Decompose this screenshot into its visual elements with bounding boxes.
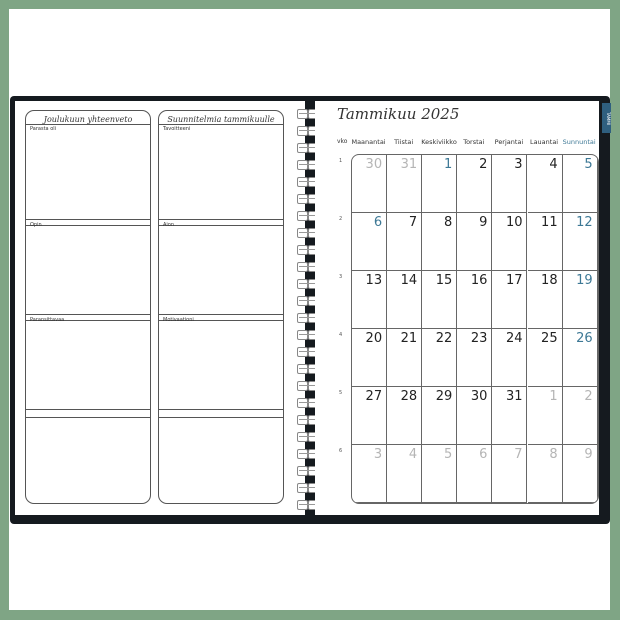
january-plans-title: Suunnitelmia tammikuulle bbox=[167, 115, 275, 124]
day-number: 2 bbox=[479, 157, 488, 172]
divider bbox=[26, 219, 150, 220]
calendar-day-cell[interactable] bbox=[492, 329, 527, 387]
day-number: 14 bbox=[400, 273, 418, 288]
calendar-day-cell[interactable] bbox=[387, 329, 422, 387]
calendar-day-cell[interactable] bbox=[457, 445, 492, 503]
day-number: 13 bbox=[365, 273, 383, 288]
calendar-day-cell[interactable] bbox=[387, 445, 422, 503]
day-number: 4 bbox=[549, 157, 558, 172]
day-number: 3 bbox=[514, 157, 523, 172]
weekday-header: Lauantai bbox=[529, 138, 559, 146]
calendar-day-cell[interactable] bbox=[352, 213, 387, 271]
calendar-day-cell[interactable] bbox=[352, 387, 387, 445]
day-number: 3 bbox=[373, 447, 383, 462]
calendar-day-cell[interactable] bbox=[492, 445, 527, 503]
month-title: Tammikuu 2025 bbox=[337, 105, 460, 123]
section-label-goals: Tavoitteeni bbox=[163, 126, 191, 132]
day-number: 27 bbox=[365, 389, 383, 404]
day-number: 20 bbox=[365, 331, 383, 346]
day-number: 29 bbox=[435, 389, 453, 404]
day-number: 12 bbox=[576, 215, 593, 230]
divider bbox=[159, 219, 283, 220]
calendar-grid bbox=[351, 154, 599, 504]
day-number: 21 bbox=[400, 331, 418, 346]
divider bbox=[159, 225, 283, 226]
december-summary-column bbox=[25, 110, 151, 504]
day-number: 11 bbox=[541, 215, 558, 230]
week-number: 6 bbox=[339, 448, 343, 454]
calendar-day-cell[interactable] bbox=[457, 387, 492, 445]
calendar-day-cell[interactable] bbox=[492, 387, 527, 445]
day-number: 26 bbox=[576, 331, 593, 346]
day-number: 8 bbox=[444, 215, 453, 230]
calendar-day-cell[interactable] bbox=[563, 271, 598, 329]
calendar-day-cell[interactable] bbox=[563, 213, 598, 271]
day-number: 15 bbox=[435, 273, 453, 288]
calendar-day-cell[interactable] bbox=[422, 387, 457, 445]
left-page bbox=[15, 101, 305, 515]
calendar-day-cell[interactable] bbox=[492, 213, 527, 271]
section-label-improve: Paransittavaa bbox=[30, 317, 65, 323]
week-number: 3 bbox=[339, 274, 343, 280]
day-number: 25 bbox=[541, 331, 558, 346]
month-tab[interactable]: TAMMI bbox=[602, 103, 611, 133]
calendar-day-cell[interactable] bbox=[528, 155, 563, 213]
day-number: 6 bbox=[373, 215, 383, 230]
planner-spread bbox=[10, 96, 610, 524]
calendar-day-cell[interactable] bbox=[492, 155, 527, 213]
day-number: 24 bbox=[505, 331, 523, 346]
day-number: 16 bbox=[470, 273, 488, 288]
weekday-header: Maanantai bbox=[351, 138, 386, 146]
week-number-header: vko bbox=[337, 138, 348, 145]
day-number: 9 bbox=[584, 447, 593, 462]
day-number: 10 bbox=[505, 215, 523, 230]
day-number: 18 bbox=[541, 273, 558, 288]
section-label-intend: Aion bbox=[163, 222, 175, 228]
weekday-header: Perjantai bbox=[494, 138, 524, 146]
calendar-day-cell[interactable] bbox=[563, 329, 598, 387]
divider bbox=[159, 124, 283, 125]
divider bbox=[26, 225, 150, 226]
calendar-day-cell[interactable] bbox=[387, 271, 422, 329]
day-number: 4 bbox=[408, 447, 418, 462]
day-number: 31 bbox=[505, 389, 523, 404]
calendar-day-cell[interactable] bbox=[528, 445, 563, 503]
weekday-header: Keskiviikko bbox=[421, 138, 457, 146]
day-number: 28 bbox=[400, 389, 418, 404]
calendar-day-cell[interactable] bbox=[387, 213, 422, 271]
day-number: 8 bbox=[549, 447, 558, 462]
calendar-day-cell[interactable] bbox=[528, 387, 563, 445]
day-number: 7 bbox=[408, 215, 418, 230]
divider bbox=[26, 409, 150, 410]
week-number: 1 bbox=[339, 158, 343, 164]
day-number: 5 bbox=[584, 157, 593, 172]
week-number: 2 bbox=[339, 216, 343, 222]
day-number: 17 bbox=[505, 273, 523, 288]
divider bbox=[26, 124, 150, 125]
divider bbox=[26, 417, 150, 418]
calendar-day-cell[interactable] bbox=[352, 271, 387, 329]
day-number: 23 bbox=[470, 331, 488, 346]
divider bbox=[159, 409, 283, 410]
calendar-day-cell[interactable] bbox=[422, 271, 457, 329]
calendar-day-cell[interactable] bbox=[387, 387, 422, 445]
divider bbox=[159, 417, 283, 418]
day-number: 22 bbox=[435, 331, 453, 346]
calendar-day-cell[interactable] bbox=[352, 155, 387, 213]
calendar-day-cell[interactable] bbox=[528, 213, 563, 271]
section-label-learned: Opin bbox=[30, 222, 42, 228]
calendar-day-cell[interactable] bbox=[563, 387, 598, 445]
december-summary-title: Joulukuun yhteenveto bbox=[43, 115, 133, 124]
calendar-day-cell[interactable] bbox=[422, 213, 457, 271]
calendar-day-cell[interactable] bbox=[457, 271, 492, 329]
section-label-best: Parasta oli bbox=[30, 126, 57, 132]
day-number: 30 bbox=[470, 389, 488, 404]
day-number: 5 bbox=[444, 447, 453, 462]
section-label-motivation: Motivaationi bbox=[163, 317, 194, 323]
calendar-day-cell[interactable] bbox=[563, 445, 598, 503]
week-number: 4 bbox=[339, 332, 343, 338]
day-number: 1 bbox=[549, 389, 558, 404]
day-number: 7 bbox=[514, 447, 523, 462]
day-number: 19 bbox=[576, 273, 593, 288]
calendar-day-cell[interactable] bbox=[352, 329, 387, 387]
right-page bbox=[315, 101, 611, 515]
january-plans-column bbox=[158, 110, 284, 504]
weekday-header: Tiistai bbox=[394, 138, 414, 146]
calendar-day-cell[interactable] bbox=[422, 155, 457, 213]
week-number: 5 bbox=[339, 390, 343, 396]
divider bbox=[159, 314, 283, 315]
day-number: 6 bbox=[479, 447, 488, 462]
calendar-day-cell[interactable] bbox=[528, 329, 563, 387]
day-number: 31 bbox=[400, 157, 418, 172]
calendar-day-cell[interactable] bbox=[387, 155, 422, 213]
day-number: 9 bbox=[479, 215, 488, 230]
day-number: 1 bbox=[444, 157, 453, 172]
calendar-day-cell[interactable] bbox=[352, 445, 387, 503]
calendar-day-cell[interactable] bbox=[457, 213, 492, 271]
day-number: 2 bbox=[584, 389, 593, 404]
day-number: 30 bbox=[365, 157, 383, 172]
divider bbox=[26, 314, 150, 315]
calendar-day-cell[interactable] bbox=[457, 329, 492, 387]
calendar-day-cell[interactable] bbox=[457, 155, 492, 213]
calendar-day-cell[interactable] bbox=[563, 155, 598, 213]
weekday-header: Sunnuntai bbox=[562, 138, 596, 146]
weekday-header: Torstai bbox=[463, 138, 485, 146]
calendar-day-cell[interactable] bbox=[492, 271, 527, 329]
calendar-day-cell[interactable] bbox=[422, 445, 457, 503]
calendar-day-cell[interactable] bbox=[528, 271, 563, 329]
calendar-day-cell[interactable] bbox=[422, 329, 457, 387]
